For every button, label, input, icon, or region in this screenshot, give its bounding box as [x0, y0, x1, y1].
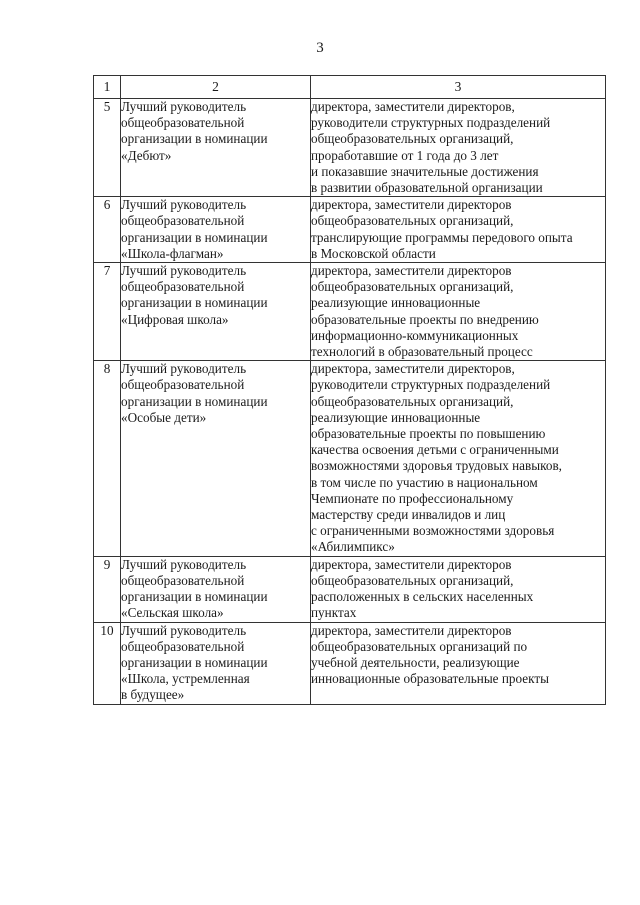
row-number: 5	[94, 99, 121, 197]
participant-description-line: руководители структурных подразделений	[311, 115, 551, 131]
nomination-title-line: в будущее»	[121, 687, 185, 703]
nomination-title-line: Лучший руководитель	[121, 197, 247, 213]
table-header-row	[94, 76, 606, 99]
participant-description	[311, 99, 606, 197]
nomination-title-line: Лучший руководитель	[121, 263, 247, 279]
nomination-title-line: «Сельская школа»	[121, 605, 224, 621]
nomination-title-line: организации в номинации	[121, 229, 268, 245]
participant-description-line: расположенных в сельских населенных	[311, 589, 534, 605]
nomination-title-line: «Цифровая школа»	[121, 311, 229, 327]
participant-description-line: возможностями здоровья трудовых навыков,	[311, 458, 562, 474]
participant-description-line: общеобразовательных организаций,	[311, 572, 514, 588]
nomination-title-line: общеобразовательной	[121, 377, 245, 393]
participant-description-line: образовательные проекты по повышению	[311, 426, 546, 442]
participant-description-line: транслирующие программы передового опыта	[311, 229, 573, 245]
participant-description	[311, 622, 606, 704]
participant-description-line: общеобразовательных организаций,	[311, 279, 514, 295]
row-number: 10	[94, 622, 121, 704]
participant-description-line: пунктах	[311, 605, 357, 621]
table-row	[94, 622, 606, 704]
participant-description-line: директора, заместители директоров,	[311, 99, 515, 114]
participant-description-line: с ограниченными возможностями здоровья	[311, 523, 555, 539]
nomination-title-line: организации в номинации	[121, 589, 268, 605]
nomination-title-line: общеобразовательной	[121, 572, 245, 588]
participant-description-line: общеобразовательных организаций,	[311, 393, 514, 409]
page-number: 3	[316, 40, 324, 56]
column-header-nomination: 2	[121, 76, 311, 99]
row-number: 8	[94, 361, 121, 556]
participant-description-line: руководители структурных подразделений	[311, 377, 551, 393]
participant-description-line: директора, заместители директоров	[311, 622, 512, 638]
participant-description-line: в развитии образовательной организации	[311, 180, 543, 196]
participant-description-line: и показавшие значительные достижения	[311, 163, 539, 179]
column-header-number: 1	[94, 76, 121, 99]
nomination-title-line: организации в номинации	[121, 131, 268, 147]
participant-description-line: учебной деятельности, реализующие	[311, 654, 520, 670]
participant-description-line: реализующие инновационные	[311, 295, 481, 311]
participant-description-line: общеобразовательных организаций,	[311, 213, 514, 229]
participant-description-line: инновационные образовательные проекты	[311, 671, 549, 687]
participant-description-line: директора, заместители директоров	[311, 197, 512, 213]
participant-description-line: информационно-коммуникационных	[311, 327, 519, 343]
nomination-title-line: «Школа-флагман»	[121, 245, 224, 261]
participant-description	[311, 361, 606, 556]
nomination-title-line: общеобразовательной	[121, 638, 245, 654]
nomination-title-line: организации в номинации	[121, 295, 268, 311]
participant-description-line: мастерству среди инвалидов и лиц	[311, 507, 506, 523]
nomination-title-line: организации в номинации	[121, 393, 268, 409]
column-header-participants: 3	[311, 76, 606, 99]
nomination-title-line: организации в номинации	[121, 654, 268, 670]
participant-description-line: «Абилимпикс»	[311, 539, 395, 555]
participant-description-line: директора, заместители директоров,	[311, 361, 515, 377]
table-body	[94, 99, 606, 705]
participant-description-line: директора, заместители директоров	[311, 263, 512, 279]
nomination-title-line: Лучший руководитель	[121, 361, 247, 377]
nomination-title-line: общеобразовательной	[121, 115, 245, 131]
participant-description-line: реализующие инновационные	[311, 409, 481, 425]
nomination-title-line: Лучший руководитель	[121, 99, 247, 114]
row-number: 9	[94, 556, 121, 622]
participant-description	[311, 197, 606, 263]
nomination-title-line: «Особые дети»	[121, 409, 207, 425]
row-number: 7	[94, 263, 121, 361]
table-row	[94, 361, 606, 556]
table-row	[94, 263, 606, 361]
nomination-title	[121, 263, 311, 361]
nomination-title	[121, 361, 311, 556]
nomination-title	[121, 99, 311, 197]
nomination-title-line: Лучший руководитель	[121, 622, 247, 638]
nomination-title	[121, 556, 311, 622]
participant-description	[311, 263, 606, 361]
nomination-title-line: общеобразовательной	[121, 279, 245, 295]
nomination-title-line: Лучший руководитель	[121, 556, 247, 572]
participant-description-line: проработавшие от 1 года до 3 лет	[311, 147, 499, 163]
table-row	[94, 197, 606, 263]
row-number: 6	[94, 197, 121, 263]
participant-description	[311, 556, 606, 622]
participant-description-line: общеобразовательных организаций,	[311, 131, 514, 147]
participant-description-line: в том числе по участию в национальном	[311, 474, 538, 490]
participant-description-line: Чемпионате по профессиональному	[311, 490, 514, 506]
nomination-title	[121, 197, 311, 263]
nomination-title-line: «Школа, устремленная	[121, 671, 250, 687]
nominations-table	[93, 75, 606, 705]
participant-description-line: в Московской области	[311, 245, 436, 261]
participant-description-line: технологий в образовательный процесс	[311, 344, 533, 360]
participant-description-line: директора, заместители директоров	[311, 556, 512, 572]
participant-description-line: образовательные проекты по внедрению	[311, 311, 539, 327]
table-row	[94, 556, 606, 622]
participant-description-line: общеобразовательных организаций по	[311, 638, 528, 654]
participant-description-line: качества освоения детьми с ограниченными	[311, 442, 559, 458]
nomination-title-line: общеобразовательной	[121, 213, 245, 229]
table-row	[94, 99, 606, 197]
nomination-title	[121, 622, 311, 704]
nomination-title-line: «Дебют»	[121, 147, 172, 163]
